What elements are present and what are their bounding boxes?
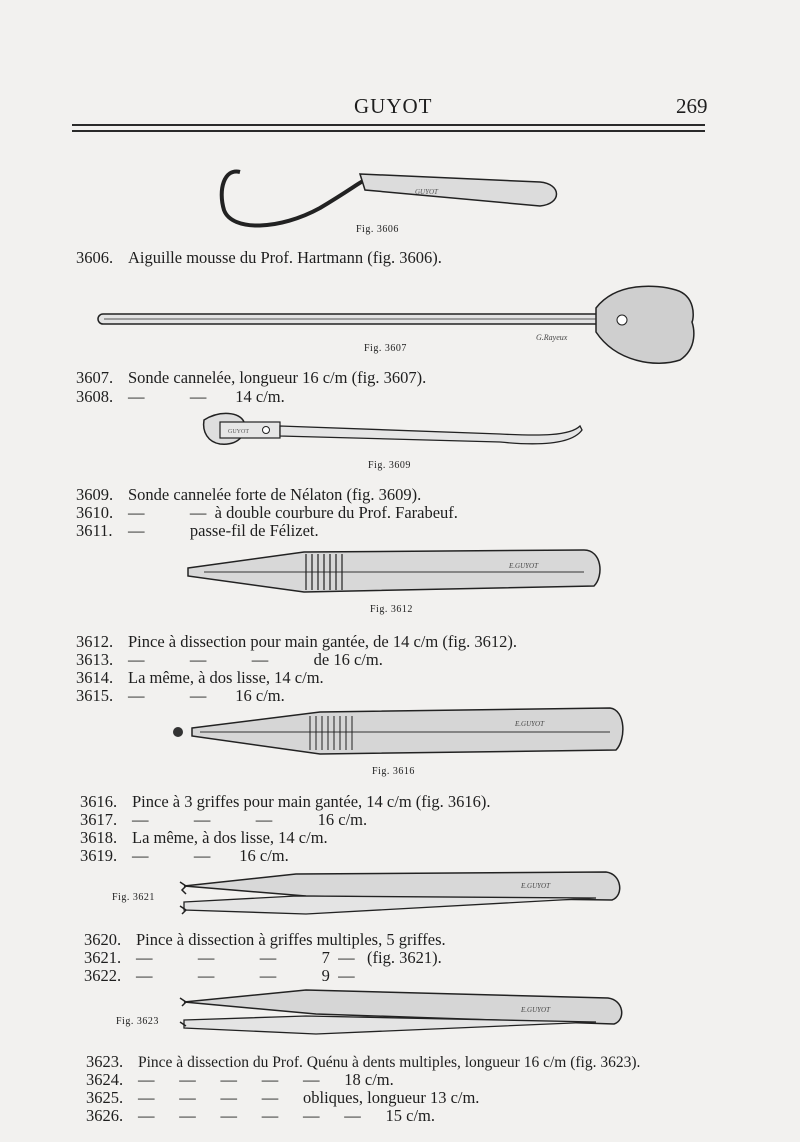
entry-3618: 3618. La même, à dos lisse, 14 c/m. [80, 828, 328, 847]
entry-3625: 3625. — — — — obliques, longueur 13 c/m. [86, 1088, 480, 1107]
entry-3623: 3623. Pince à dissection du Prof. Quénu à dents multiples, longueur 16 c/m (fig. 3623). [86, 1052, 641, 1071]
entry-3615: 3615. — — 16 c/m. [76, 686, 285, 705]
figure-3621-forceps [176, 866, 626, 922]
figure-3612-forceps [184, 546, 608, 598]
page-number: 269 [676, 94, 708, 118]
entry-3620: 3620. Pince à dissection à griffes multiples, 5 griffes. [84, 930, 446, 949]
figure-3609-engraving: GUYOT [228, 429, 249, 435]
entry-3613: 3613. — — — de 16 c/m. [76, 650, 383, 669]
figure-3616-forceps [170, 706, 626, 760]
figure-3606-engraving: GUYOT [415, 188, 438, 196]
figure-3607-caption: Fig. 3607 [364, 343, 407, 354]
figure-3621-caption: Fig. 3621 [112, 892, 155, 903]
figure-3616-engraving: E.GUYOT [515, 720, 544, 728]
entry-3608: 3608. — — 14 c/m. [76, 387, 285, 406]
entry-3624: 3624. — — — — — 18 c/m. [86, 1070, 394, 1089]
figure-3609-probe [200, 408, 590, 454]
header-rule-top [72, 124, 705, 126]
entry-3607: 3607. Sonde cannelée, longueur 16 c/m (fig. 3607). [76, 368, 427, 387]
entry-3619: 3619. — — 16 c/m. [80, 846, 289, 865]
entry-3609: 3609. Sonde cannelée forte de Nélaton (fig. 3609). [76, 485, 422, 504]
figure-3616-caption: Fig. 3616 [372, 766, 415, 777]
entry-3621: 3621. — — — 7 — (fig. 3621). [84, 948, 442, 967]
figure-3623-forceps [176, 988, 628, 1038]
entry-3612: 3612. Pince à dissection pour main gantée, de 14 c/m (fig. 3612). [76, 632, 518, 651]
figure-3607-engraving: G.Rayeux [536, 333, 568, 342]
figure-3612-engraving: E.GUYOT [509, 562, 538, 570]
entry-3610: 3610. — — à double courbure du Prof. Farabeuf. [76, 503, 458, 522]
figure-3623-caption: Fig. 3623 [116, 1016, 159, 1027]
figure-3612-caption: Fig. 3612 [370, 604, 413, 615]
entry-3626: 3626. — — — — — — 15 c/m. [86, 1106, 435, 1125]
figure-3609-caption: Fig. 3609 [368, 460, 411, 471]
figure-3621-engraving: E.GUYOT [521, 882, 550, 890]
entry-3611: 3611. — passe-fil de Félizet. [76, 521, 319, 540]
figure-3623-engraving: E.GUYOT [521, 1006, 550, 1014]
entry-3606: 3606. Aiguille mousse du Prof. Hartmann (fig. 3606). [76, 248, 442, 267]
page-header-title: GUYOT [354, 94, 433, 118]
figure-3606-caption: Fig. 3606 [356, 224, 399, 235]
entry-3614: 3614. La même, à dos lisse, 14 c/m. [76, 668, 324, 687]
entry-3617: 3617. — — — 16 c/m. [80, 810, 368, 829]
entry-3616: 3616. Pince à 3 griffes pour main gantée, 14 c/m (fig. 3616). [80, 792, 491, 811]
entry-3622: 3622. — — — 9 — [84, 966, 355, 985]
header-rule-bottom [72, 130, 705, 132]
